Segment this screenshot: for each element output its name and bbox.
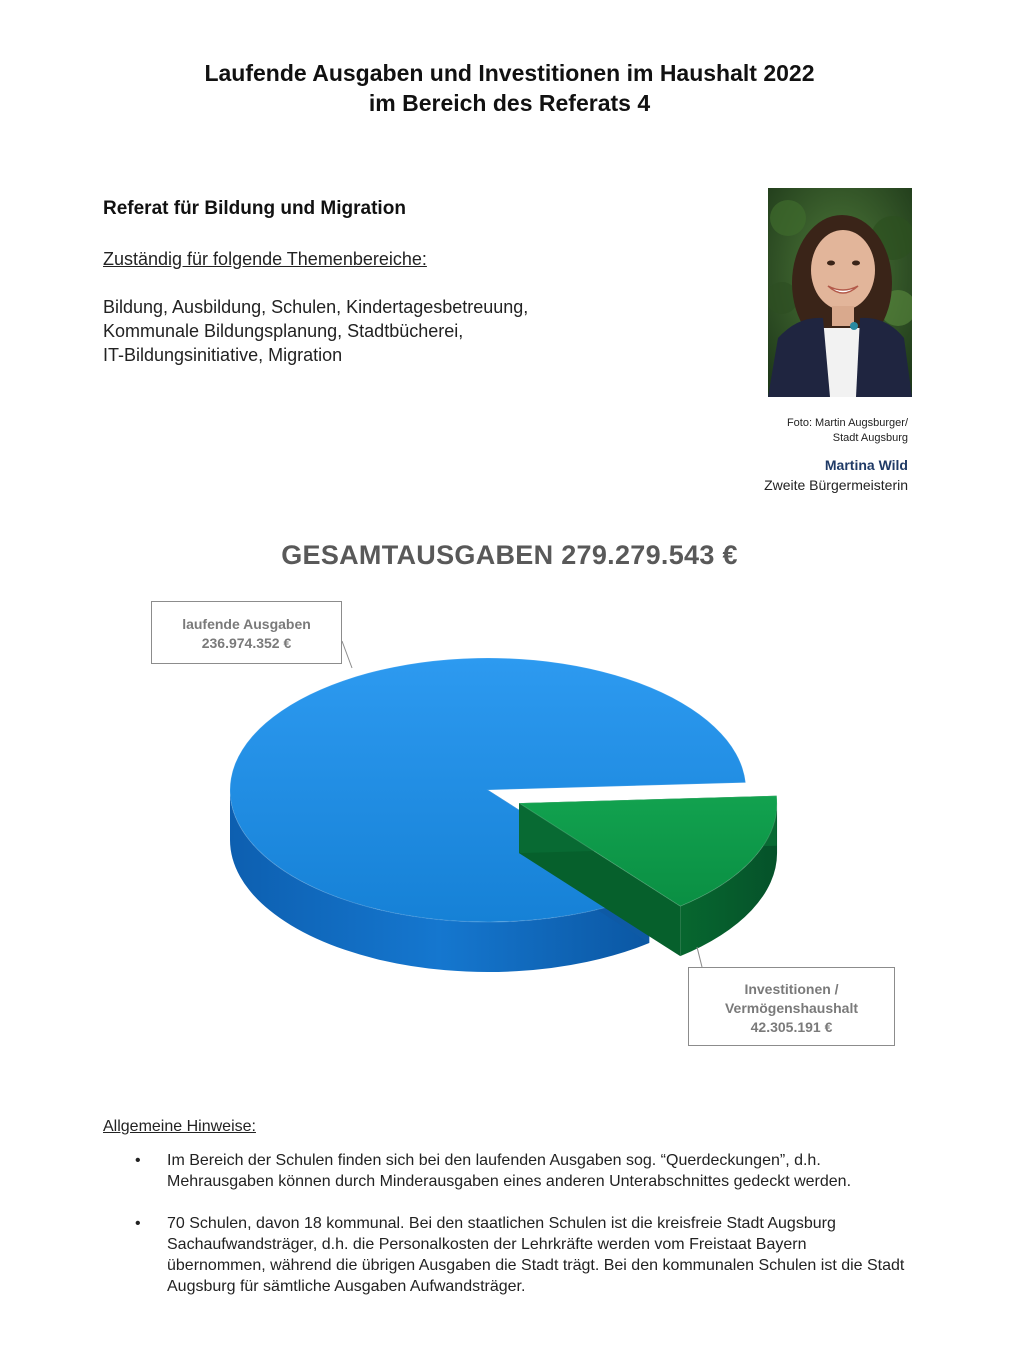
person-role: Zweite Bürgermeisterin	[764, 477, 908, 493]
photo-credit	[700, 416, 908, 446]
document-title	[0, 58, 1019, 118]
department-heading: Referat für Bildung und Migration	[103, 198, 406, 219]
photo-credit-line-1: Foto: Martin Augsburger/	[786, 417, 908, 429]
topics-line-2: Kommunale Bildungsplanung, Stadtbücherei,	[103, 321, 464, 341]
slice-label-running: laufende Ausgaben	[182, 616, 311, 632]
topics-line-3: IT-Bildungsinitiative, Migration	[103, 345, 343, 365]
note-text: 70 Schulen, davon 18 kommunal. Bei den staatlichen Schulen ist die kreisfreie Stadt Augsburg Sachaufwandsträger, d.h. die Personalkosten der Lehrkräfte werden vom Freistaat Bayern übernommen, während die übrigen Ausgaben die Stadt trägt. Bei den kommunalen Schulen ist die Stadt Augsburg für sämtliche Ausgaben Aufwandsträger.	[167, 1215, 905, 1295]
title-line-2: im Bereich des Referats 4	[368, 90, 651, 116]
chart-title: GESAMTAUSGABEN 279.279.543 €	[281, 540, 738, 570]
photo-credit-line-2: Stadt Augsburg	[832, 432, 908, 444]
callout-leader-invest	[697, 947, 702, 967]
title-line-1: Laufende Ausgaben und Investitionen im Haushalt 2022	[204, 60, 815, 86]
portrait-photo	[768, 188, 912, 397]
callout-running-expenses	[151, 601, 342, 664]
note-text: Im Bereich der Schulen finden sich bei den laufenden Ausgaben sog. “Querdeckungen”, d.h. Mehrausgaben können durch Minderausgaben eines anderen Unterabschnittes gedeckt werden.	[167, 1152, 852, 1190]
slice-value-invest: 42.305.191 €	[750, 1019, 833, 1035]
list-item	[135, 1150, 905, 1192]
notes-list	[135, 1150, 905, 1318]
callout-investments	[688, 967, 895, 1046]
slice-value-running: 236.974.352 €	[201, 635, 292, 651]
notes-heading: Allgemeine Hinweise:	[103, 1118, 256, 1135]
list-item	[135, 1213, 905, 1297]
topics-list	[103, 295, 528, 367]
topics-line-1: Bildung, Ausbildung, Schulen, Kindertagesbetreuung,	[103, 297, 529, 317]
responsibilities-label: Zuständig für folgende Themenbereiche:	[103, 249, 427, 269]
person-name: Martina Wild	[824, 457, 908, 473]
slice-label-invest-line-2: Vermögenshaushalt	[724, 1000, 859, 1016]
bullet: •	[135, 1215, 141, 1232]
slice-label-invest-line-1: Investitionen /	[744, 981, 839, 997]
callout-leader-running	[342, 641, 352, 668]
bullet: •	[135, 1152, 141, 1169]
